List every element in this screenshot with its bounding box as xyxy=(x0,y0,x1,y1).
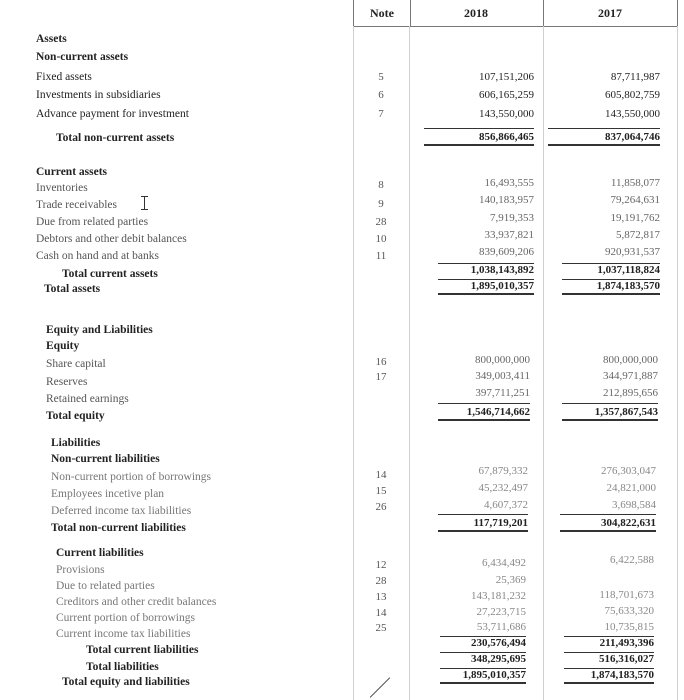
row-label: Cash on hand and at banks xyxy=(36,250,159,262)
value-2018: 606,165,259 xyxy=(479,89,534,101)
row-label: Trade receivables xyxy=(36,199,117,211)
divider xyxy=(409,26,410,700)
row-label: Inventories xyxy=(36,182,88,194)
row-label: Investments in subsidiaries xyxy=(36,89,161,101)
value-2017: 10,735,815 xyxy=(604,621,654,633)
value-2017: 87,711,987 xyxy=(610,71,660,83)
total-equity-liabilities-label: Total equity and liabilities xyxy=(62,676,190,688)
total-value-2017: 304,822,631 xyxy=(560,514,656,532)
value-2018: 397,711,251 xyxy=(475,387,530,399)
total-value-2018: 1,038,143,892 xyxy=(438,263,534,277)
total-liabilities-2018: 348,295,695 xyxy=(440,652,526,666)
total-liabilities-2017: 516,316,027 xyxy=(564,652,654,666)
row-note: 16 xyxy=(375,356,387,368)
row-note: 11 xyxy=(375,250,387,262)
row-label: Deferred income tax liabilities xyxy=(51,505,192,517)
noncurrent-liabilities-title: Non-current liabilities xyxy=(51,453,160,465)
current-assets-title: Current assets xyxy=(36,166,108,178)
value-2018: 140,183,957 xyxy=(479,194,534,206)
row-note: 14 xyxy=(375,607,387,619)
divider xyxy=(543,26,544,700)
value-2017: 24,821,000 xyxy=(606,482,656,494)
total-value-2017: 837,064,746 xyxy=(548,128,660,146)
row-note: 28 xyxy=(375,216,387,228)
total-value-2018: 117,719,201 xyxy=(438,514,528,532)
value-2018: 45,232,497 xyxy=(478,482,528,494)
total-current-liabilities-label: Total current liabilities xyxy=(86,644,199,656)
current-liabilities-title: Current liabilities xyxy=(56,547,144,559)
row-label: Current portion of borrowings xyxy=(56,612,195,624)
total-equity-label: Total equity xyxy=(46,410,105,422)
checkmark-icon xyxy=(370,677,391,698)
value-2017: 276,303,047 xyxy=(601,465,656,477)
year-2018-column-header: 2018 xyxy=(409,0,544,27)
row-label: Advance payment for investment xyxy=(36,108,189,120)
value-2018: 16,493,555 xyxy=(484,177,534,189)
total-noncurrent-assets-label: Total non-current assets xyxy=(56,132,175,144)
value-2018: 143,181,232 xyxy=(471,590,526,602)
row-note: 8 xyxy=(378,179,384,191)
total-equity-2018: 1,546,714,662 xyxy=(438,403,530,421)
value-2017: 3,698,584 xyxy=(612,499,656,511)
row-note: 25 xyxy=(375,622,387,634)
total-noncurrent-liabilities-label: Total non-current liabilities xyxy=(51,522,186,534)
row-note: 5 xyxy=(378,71,384,83)
liabilities-heading: Liabilities xyxy=(51,437,101,449)
value-2018: 33,937,821 xyxy=(484,229,534,241)
value-2018: 800,000,000 xyxy=(475,354,530,366)
noncurrent-assets-title: Non-current assets xyxy=(36,51,129,63)
row-note: 6 xyxy=(378,89,384,101)
total-value-2018: 856,866,465 xyxy=(424,128,534,146)
row-label: Due to related parties xyxy=(56,580,155,592)
value-2018: 143,550,000 xyxy=(479,108,534,120)
row-note: 17 xyxy=(375,371,387,383)
divider xyxy=(353,26,354,700)
divider xyxy=(677,26,678,700)
value-2017: 212,895,656 xyxy=(603,387,658,399)
value-2018: 27,223,715 xyxy=(476,606,526,618)
value-2018: 4,607,372 xyxy=(484,499,528,511)
value-2017: 19,191,762 xyxy=(610,212,660,224)
assets-heading: Assets xyxy=(36,33,67,45)
row-label: Current income tax liabilities xyxy=(56,628,191,640)
equity-liabilities-heading: Equity and Liabilities xyxy=(46,324,153,336)
value-2018: 67,879,332 xyxy=(478,465,528,477)
row-note: 10 xyxy=(375,233,387,245)
value-2017: 79,264,631 xyxy=(610,194,660,206)
row-label: Debtors and other debit balances xyxy=(36,233,187,245)
row-note: 7 xyxy=(378,108,384,120)
value-2017: 118,701,673 xyxy=(599,589,654,601)
value-2018: 839,609,206 xyxy=(479,246,534,258)
total-liabilities-label: Total liabilities xyxy=(86,661,159,673)
value-2017: 5,872,817 xyxy=(616,229,660,241)
text-cursor-icon xyxy=(144,196,151,210)
row-note: 26 xyxy=(375,501,387,513)
value-2018: 25,369 xyxy=(495,574,526,586)
value-2018: 7,919,353 xyxy=(490,212,534,224)
value-2017: 920,931,537 xyxy=(605,246,660,258)
value-2017: 344,971,887 xyxy=(603,370,658,382)
value-2018: 6,434,492 xyxy=(482,557,526,569)
row-label: Provisions xyxy=(56,564,105,576)
total-equity-2017: 1,357,867,543 xyxy=(562,403,658,421)
row-label: Due from related parties xyxy=(36,216,149,228)
row-note: 9 xyxy=(378,198,384,210)
row-label: Fixed assets xyxy=(36,71,92,83)
note-column-header: Note xyxy=(353,0,411,27)
total-value-2017: 1,037,118,824 xyxy=(562,263,660,277)
row-label: Employees incetive plan xyxy=(51,488,165,500)
row-label: Non-current portion of borrowings xyxy=(51,471,212,483)
row-label: Share capital xyxy=(46,358,106,370)
row-note: 14 xyxy=(375,469,387,481)
total-assets-label: Total assets xyxy=(44,283,101,295)
value-2018: 349,003,411 xyxy=(475,370,530,382)
row-label: Creditors and other credit balances xyxy=(56,596,217,608)
row-note: 15 xyxy=(375,485,387,497)
total-value-2017: 211,493,396 xyxy=(564,636,654,650)
value-2017: 605,802,759 xyxy=(605,89,660,101)
row-note: 28 xyxy=(375,575,387,587)
grand-total-2018: 1,895,010,357 xyxy=(440,668,526,684)
total-assets-2017: 1,874,183,570 xyxy=(562,279,660,295)
row-note: 12 xyxy=(375,559,387,571)
value-2017: 800,000,000 xyxy=(603,354,658,366)
value-2017: 75,633,320 xyxy=(604,605,654,617)
value-2017: 143,550,000 xyxy=(605,108,660,120)
equity-title: Equity xyxy=(46,340,80,352)
total-value-2018: 230,576,494 xyxy=(440,636,526,650)
row-label: Reserves xyxy=(46,376,88,388)
grand-total-2017: 1,874,183,570 xyxy=(564,668,654,684)
row-label: Retained earnings xyxy=(46,393,129,405)
value-2017: 6,422,588 xyxy=(610,554,654,566)
year-2017-column-header: 2017 xyxy=(543,0,678,27)
total-current-assets-label: Total current assets xyxy=(62,268,158,280)
total-assets-2018: 1,895,010,357 xyxy=(438,279,534,295)
value-2018: 107,151,206 xyxy=(479,71,534,83)
value-2017: 11,858,077 xyxy=(610,177,660,189)
row-note: 13 xyxy=(375,591,387,603)
value-2018: 53,711,686 xyxy=(476,621,526,633)
